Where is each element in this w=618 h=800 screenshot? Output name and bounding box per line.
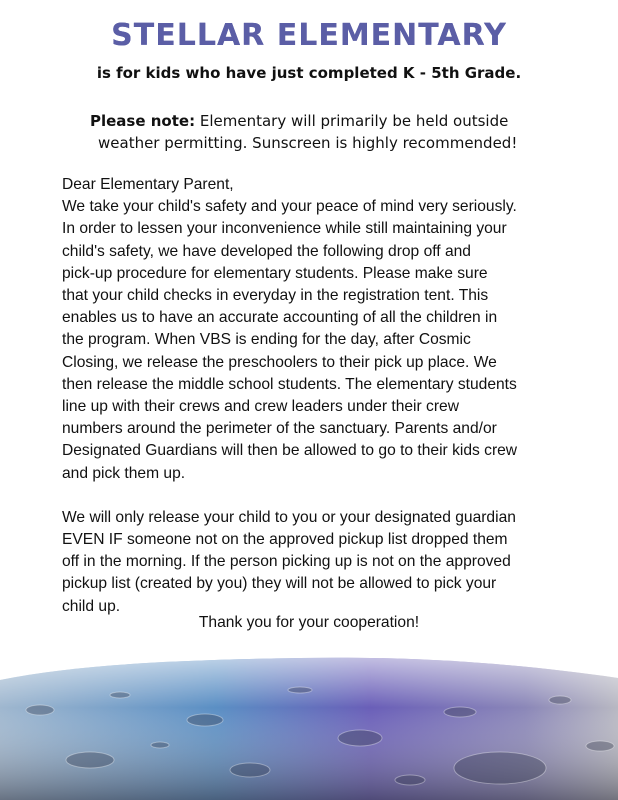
- letter-line: We take your child's safety and your peace of mind very seriously.: [62, 198, 517, 216]
- note-label: Please note:: [90, 112, 196, 130]
- page-title: STELLAR ELEMENTARY: [111, 18, 507, 53]
- letter-greeting: Dear Elementary Parent,: [62, 176, 234, 193]
- letter-line: enables us to have an accurate accounting of all the children in: [62, 309, 498, 327]
- letter-line: line up with their crews and crew leaders under their crew: [62, 398, 459, 416]
- paragraph-gap: [62, 485, 574, 507]
- letter-line: pickup list (created by you) they will not be allowed to pick your: [62, 575, 497, 593]
- letter-line: We will only release your child to you or your designated guardian: [62, 508, 516, 526]
- parent-letter: [62, 174, 574, 618]
- letter-line: and pick them up.: [62, 464, 186, 482]
- page-subtitle: is for kids who have just completed K - 5th Grade.: [96, 64, 522, 82]
- letter-line: off in the morning. If the person picking up is not on the approved: [62, 553, 511, 571]
- letter-line: then release the middle school students. The elementary students: [62, 375, 517, 393]
- letter-line: child up.: [62, 597, 121, 615]
- letter-line: Closing, we release the preschoolers to their pick up place. We: [62, 353, 497, 371]
- closing-line: Thank you for your cooperation!: [198, 614, 420, 631]
- letter-line: In order to lessen your inconvenience while still maintaining your: [62, 220, 507, 238]
- letter-line: child's safety, we have developed the following drop off and: [62, 242, 471, 260]
- letter-line: the program. When VBS is ending for the day, after Cosmic: [62, 331, 471, 349]
- letter-line: EVEN IF someone not on the approved pickup list dropped them: [62, 531, 508, 549]
- letter-line: Designated Guardians will then be allowed to go to their kids crew: [62, 442, 518, 460]
- letter-line: that your child checks in everyday in the registration tent. This: [62, 287, 489, 305]
- note-line-1: [70, 110, 550, 132]
- letter-line: pick-up procedure for elementary students. Please make sure: [62, 264, 488, 282]
- moon-surface-image: [0, 650, 618, 800]
- letter-line: numbers around the perimeter of the sanctuary. Parents and/or: [62, 420, 497, 438]
- weather-note: [70, 110, 550, 154]
- note-text-1: Elementary will primarily be held outside: [199, 112, 509, 130]
- note-line-2: weather permitting. Sunscreen is highly recommended!: [98, 134, 518, 152]
